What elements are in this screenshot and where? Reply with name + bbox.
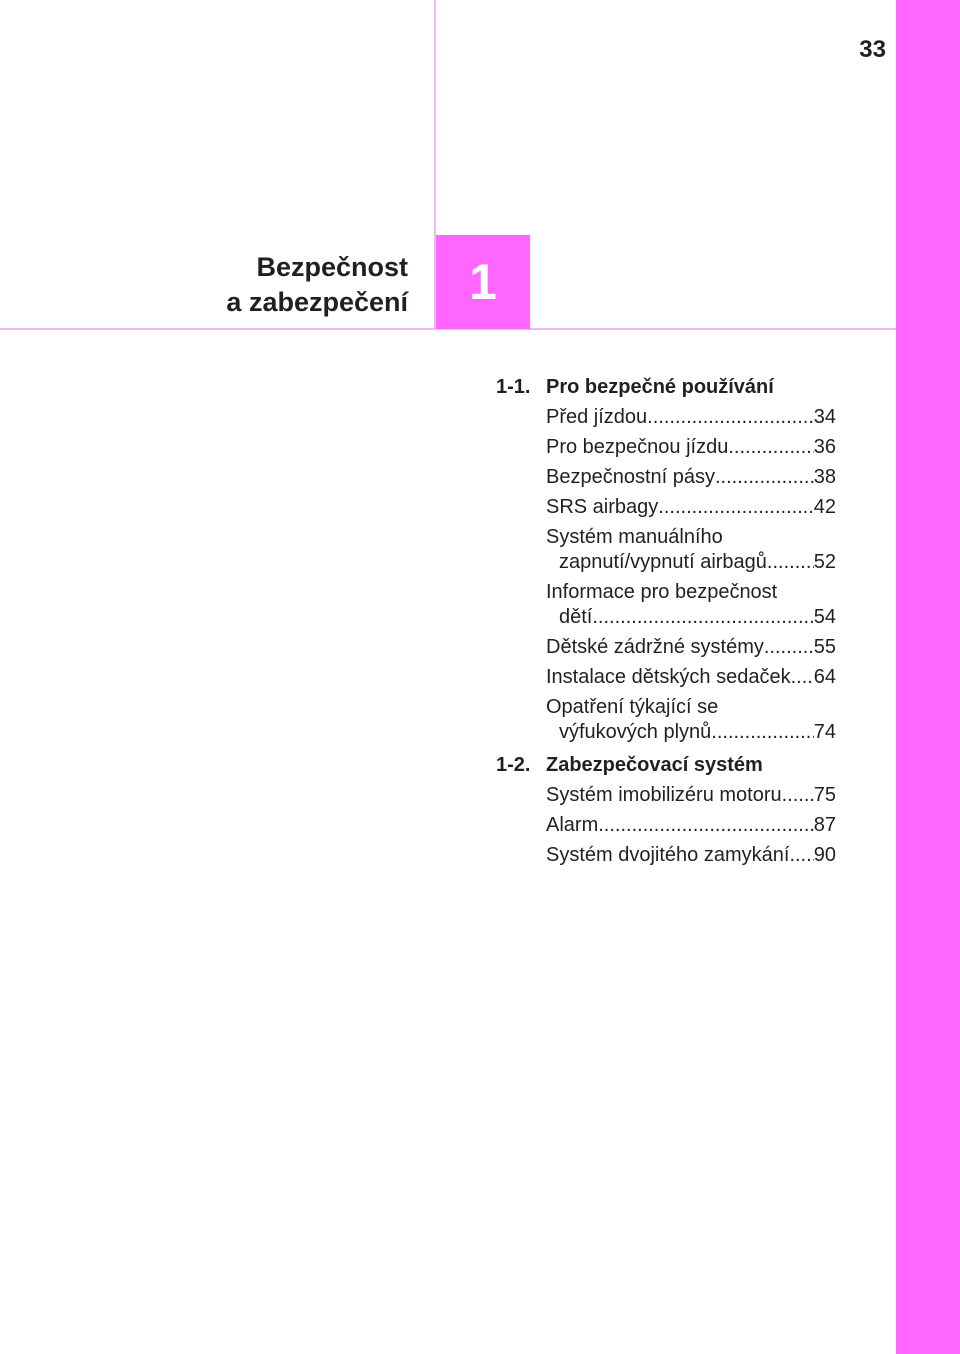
toc-section-title: Pro bezpečné používání [546, 376, 774, 398]
toc-leader-dots [647, 405, 814, 430]
toc-leader-dots [728, 435, 813, 460]
toc-entry[interactable] [546, 840, 836, 870]
toc-entry[interactable] [546, 522, 836, 577]
toc-entry[interactable] [546, 432, 836, 462]
toc-entry-title: Pro bezpečnou jízdu [546, 435, 729, 458]
toc-entry-page: 34 [813, 405, 836, 428]
toc-entry[interactable] [546, 577, 836, 632]
toc-leader-dots [789, 843, 813, 868]
chapter-title-line-2: a zabezpečení [226, 287, 408, 317]
toc-entry-title: Systém dvojitého zamykání [546, 843, 790, 866]
toc-entry-title-first-line: Informace pro bezpečnost [546, 580, 778, 603]
toc-entry[interactable] [546, 810, 836, 840]
toc-entry-page: 74 [813, 720, 836, 743]
page-number: 33 [859, 36, 886, 63]
toc-leader-dots [598, 813, 814, 838]
toc-entry[interactable] [546, 462, 836, 492]
toc-entry-page: 42 [813, 495, 836, 518]
toc-entry[interactable] [546, 780, 836, 810]
toc-entry-title: Dětské zádržné systémy [546, 635, 764, 658]
chapter-side-tab [896, 0, 960, 1354]
toc-entry-title: Alarm [546, 813, 599, 836]
chapter-number: 1 [469, 254, 497, 310]
toc-entry-page: 75 [813, 783, 836, 806]
chapter-number-badge [436, 235, 530, 329]
toc-section-number: 1-1. [496, 376, 531, 398]
toc-entry-title: výfukových plynů [559, 720, 712, 743]
toc-section-heading[interactable] [496, 372, 836, 402]
toc-section-number: 1-2. [496, 754, 531, 776]
toc-section [496, 750, 836, 870]
toc-entry[interactable] [546, 632, 836, 662]
toc-leader-dots [764, 635, 814, 660]
toc-entry-page: 90 [813, 843, 836, 866]
toc-entry-title: zapnutí/vypnutí airbagů [559, 550, 767, 573]
toc-entry-page: 55 [813, 635, 836, 658]
toc-entry-page: 36 [813, 435, 836, 458]
toc-entry-page: 52 [813, 550, 836, 573]
toc-leader-dots [767, 550, 814, 575]
toc-entry[interactable] [546, 692, 836, 747]
toc-entry-title: Systém imobilizéru motoru [546, 783, 782, 806]
toc-entry-page: 38 [813, 465, 836, 488]
toc-leader-dots [711, 720, 813, 745]
toc-leader-dots [791, 665, 814, 690]
toc-leader-dots [782, 783, 814, 808]
toc-entry-title: Instalace dětských sedaček [546, 665, 791, 688]
toc-entry-title: Před jízdou [546, 405, 648, 428]
toc-entry-title: SRS airbagy [546, 495, 659, 518]
toc-entry-title: Bezpečnostní pásy [546, 465, 715, 488]
table-of-contents [496, 372, 836, 873]
toc-entry[interactable] [546, 402, 836, 432]
toc-section-heading[interactable] [496, 750, 836, 780]
toc-entry-page: 64 [813, 665, 836, 688]
toc-entry-page: 87 [813, 813, 836, 836]
chapter-title [226, 250, 408, 320]
toc-entry-title-first-line: Systém manuálního [546, 525, 723, 548]
toc-leader-dots [592, 605, 813, 630]
toc-section [496, 372, 836, 747]
toc-entry-title: dětí [559, 605, 593, 628]
toc-entry-title-first-line: Opatření týkající se [546, 695, 719, 718]
toc-entry[interactable] [546, 662, 836, 692]
toc-section-title: Zabezpečovací systém [546, 754, 763, 776]
toc-leader-dots [715, 465, 814, 490]
chapter-title-line-1: Bezpečnost [256, 252, 408, 282]
toc-leader-dots [658, 495, 813, 520]
toc-entry-page: 54 [813, 605, 836, 628]
toc-entry[interactable] [546, 492, 836, 522]
